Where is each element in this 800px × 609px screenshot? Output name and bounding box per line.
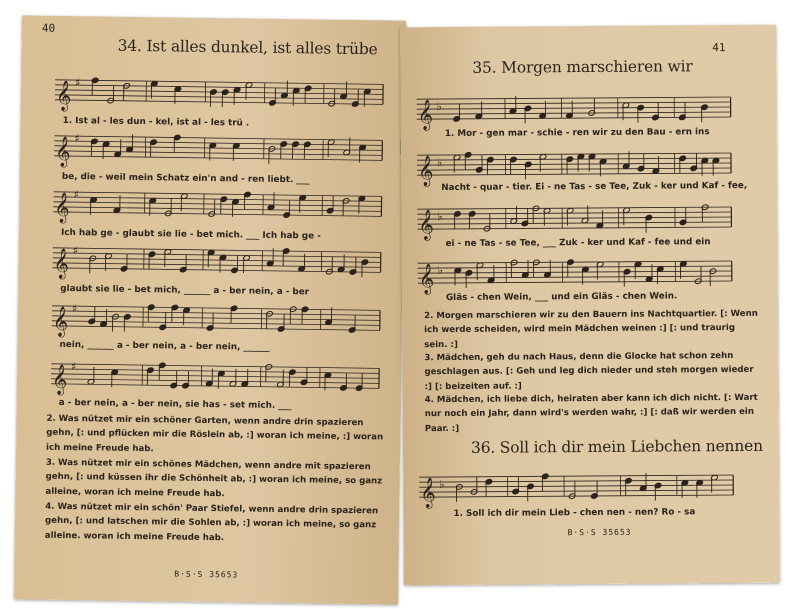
svg-text:♯: ♯: [75, 76, 81, 90]
catalog-number-right: B·S·S 35653: [567, 527, 632, 538]
catalog-number-left: B·S·S 35653: [174, 569, 239, 580]
page-number-right: 41: [712, 41, 726, 55]
svg-text:♯: ♯: [71, 302, 78, 316]
svg-text:♯: ♯: [71, 360, 77, 374]
lyric-line-r2: Nacht - quar - tier. Ei - ne Tas - se Tee, Zuk - ker und Kaf - fee,: [441, 180, 748, 194]
page-number-left: 40: [41, 21, 56, 35]
lyric-line-r1: 1. Mor - gen mar - schie - ren wir zu den Bau - ern ins: [444, 127, 710, 140]
right-page: [400, 25, 780, 586]
song-title-35: 35. Morgen marschieren wir: [472, 57, 693, 77]
lyric-line-l2: be, die - weil mein Schatz ein'n and - ren liebt. ___: [61, 171, 310, 186]
lyric-line-l6: a - ber nein, a - ber nein, sie has - set mich. ___: [58, 397, 292, 412]
song-title-36: 36. Soll ich dir mein Liebchen nennen: [470, 436, 763, 457]
svg-text:𝄞: 𝄞: [55, 80, 72, 112]
svg-text:𝄞: 𝄞: [417, 100, 434, 131]
svg-text:𝄞: 𝄞: [418, 264, 435, 295]
staff-l1: [21, 69, 406, 122]
song-title-34: 34. Ist alles dunkel, ist alles trübe: [117, 36, 378, 59]
svg-text:♯: ♯: [72, 244, 79, 258]
svg-text:𝄞: 𝄞: [54, 136, 71, 168]
svg-text:♭: ♭: [439, 478, 445, 492]
svg-text:𝄞: 𝄞: [417, 156, 434, 187]
svg-text:𝄞: 𝄞: [420, 478, 436, 509]
svg-text:𝄞: 𝄞: [53, 248, 70, 280]
svg-text:♯: ♯: [73, 188, 80, 202]
lyric-line-l1: 1. Ist al - les dun - kel, ist al - les trü .: [62, 115, 250, 129]
verse-35-4: 4. Mädchen, ich liebe dich, heiraten aber kann ich dich nicht. [: Wart nur noch ein Jahr, dann wird's werden wahr, :] [: daß wir werden ein Paar. :]: [424, 392, 758, 434]
staff-l4: [18, 237, 403, 290]
svg-text:𝄞: 𝄞: [418, 210, 434, 241]
lyric-line-l3: Ich hab ge - glaubt sie lie - bet mich. ___ Ich hab ge -: [60, 227, 321, 242]
svg-text:♭: ♭: [437, 210, 443, 224]
svg-text:♭: ♭: [436, 156, 443, 170]
verse-34-2: 2. Was nützet mir ein schöner Garten, wenn andre drin spazieren gehn, [: und pflücken mir die Röslein ab, :] woran ich meine, :] woran ich meine Freude hab.: [45, 413, 384, 454]
staff-l3: [19, 181, 404, 234]
svg-text:♯: ♯: [74, 132, 80, 146]
svg-text:𝄞: 𝄞: [54, 192, 70, 224]
left-page: [14, 15, 406, 604]
lyric-line-l4: glaubt sie lie - bet mich, ______ a - ber nein, a - ber: [60, 283, 310, 298]
lyric-line-r3: ei - ne Tas - se Tee, ___ Zuk - ker und Kaf - fee und ein: [445, 237, 711, 250]
lyric-line-l5: nein, ______ a - ber nein, a - ber nein, ______: [59, 339, 270, 353]
svg-text:♭: ♭: [437, 264, 444, 278]
verse-34-4: 4. Was nützet mir ein schön' Paar Stiefel, wenn andre drin spazieren gehn, [: und latschen mir die Sohlen ab, :] woran ich meine, so ganz alleine. woran ich meine Freude hab.: [44, 501, 379, 543]
verse-35-2: 2. Morgen marschieren wir zu den Bauern ins Nachtquartier. [: Wenn ich werde scheiden, wird mein Mädchen weinen :] [: und traurig sein. :]: [424, 308, 758, 350]
lyric-line-r5: 1. Soll ich dir mein Lieb - chen nen - nen? Ro - sa: [453, 507, 696, 519]
svg-text:𝄞: 𝄞: [52, 306, 69, 338]
svg-text:♭: ♭: [436, 100, 442, 114]
staff-l2: [20, 125, 405, 178]
verse-35-3: 3. Mädchen, geh du nach Haus, denn die Glocke hat schon zehn geschlagen aus. [: Geh und leg dich nieder und steh morgen wieder :] [: beizeiten auf. :]: [424, 351, 754, 392]
svg-text:𝄞: 𝄞: [51, 364, 68, 396]
verse-34-3: 3. Was nützet mir ein schönes Mädchen, wenn andre mit spazieren gehn, [: und küssen ihr die Schönheit ab, :] woran ich meine, so ganz alleine, woran ich meine Freude hab.: [45, 457, 383, 499]
lyric-line-r4: Gläs - chen Wein, ___ und ein Gläs - chen Wein.: [445, 291, 678, 304]
